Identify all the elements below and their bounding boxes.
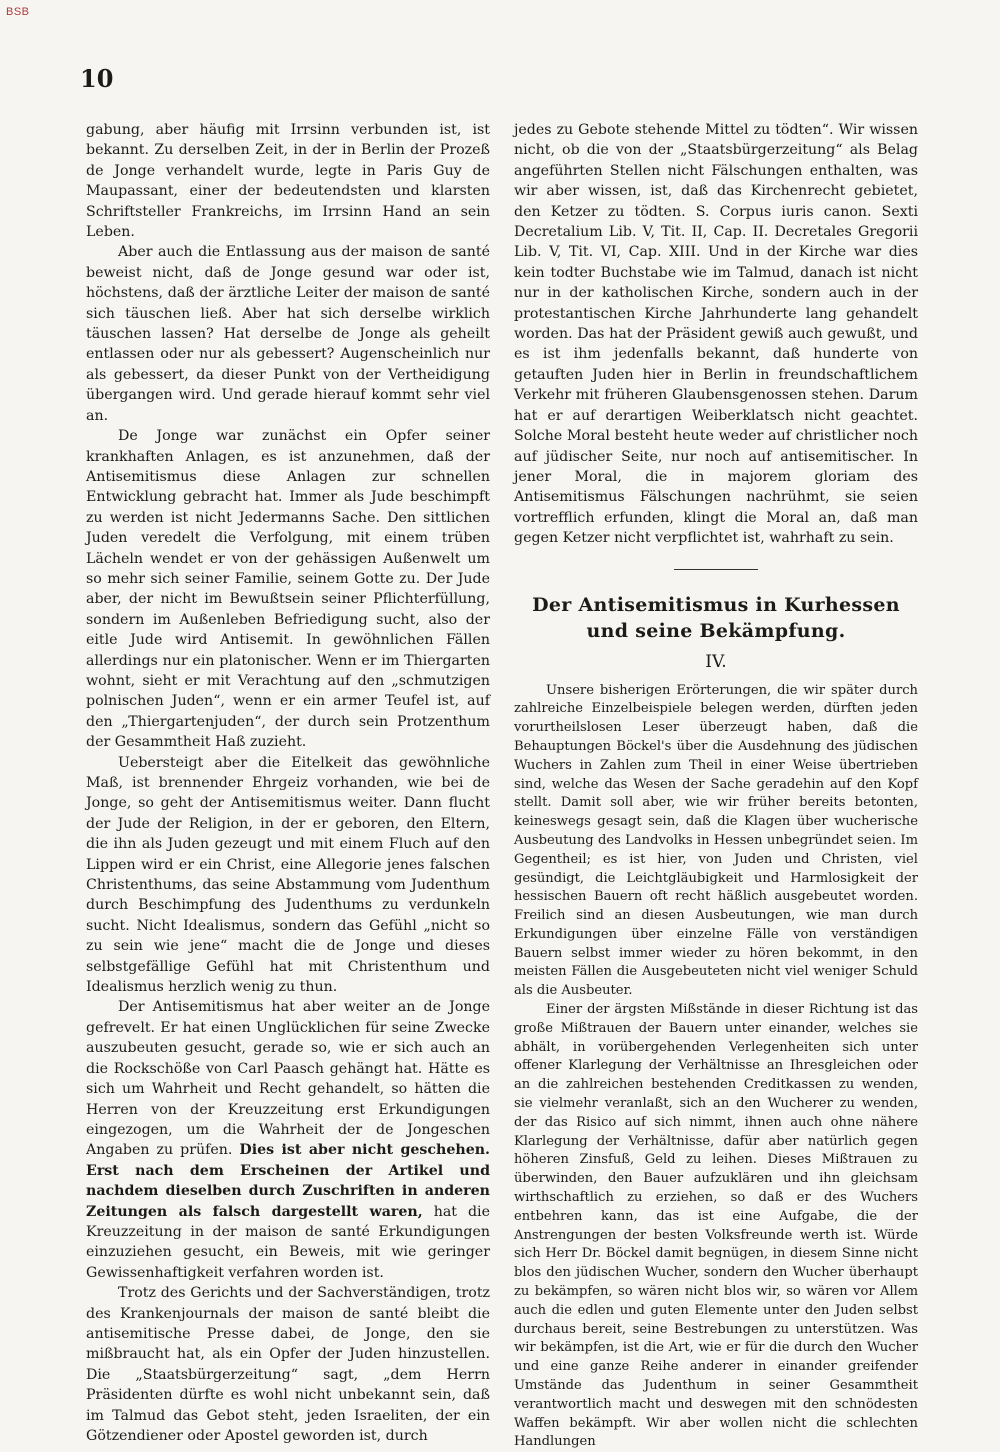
left-paragraph-1: gabung, aber häufig mit Irrsinn verbunden ist, ist bekannt. Zu derselben Zeit, in der in Berlin der Prozeß de Jonge verhandelt wurde, legte in Paris Guy de Maupassant, einer der bedeutendsten und klarsten Schriftsteller Frankreichs, im Irrsinn Hand an sein Leben. <box>86 122 490 241</box>
left-paragraph-3: De Jonge war zunächst ein Opfer seiner krankhaften Anlagen, es ist anzunehmen, daß der Antisemitismus diese Anlagen zur schnellen Entwicklung gebracht hat. Immer als Jude beschimpft zu werden ist nicht Jedermanns Sache. Den sittlichen Juden veredelt die Verfolgung, mit einem trüben Lächeln wendet er von der gehässigen Außenwelt um so mehr sich seiner Familie, seinem Gotte zu. Der Jude aber, der nicht im Bewußtsein seiner Pflichterfüllung, sondern im Außenleben Befriedigung sucht, also der eitle Jude wird Antisemit. In gewöhnlichen Fällen allerdings nur ein platonischer. Wenn er im Thiergarten wohnt, sieht er mit Verachtung auf den „schmutzigen polnischen Juden“, wenn er ein armer Teufel ist, auf den „Thiergartenjuden“, der durch sein Protzenthum der Gesammtheit Haß zuzieht. <box>86 428 490 751</box>
article-part-number: IV. <box>705 651 727 672</box>
left-paragraph-5-start: Der Antisemitismus hat aber weiter an de Jonge gefrevelt. Er hat einen Unglücklichen für seine Zwecke auszubeuten gesucht, gerade so, wie er sich auch an die Rockschöße von Carl Paasch gehängt hat. Hätte es sich um Wahrheit und Recht gehandelt, so hätten die Herren von der Kreuzzeitung erst Erkundigungen eingezogen, um die Wahrheit der de Jongeschen Angaben zu prüfen. <box>86 999 490 1159</box>
left-column <box>86 120 490 1446</box>
right-paragraph-2: Unsere bisherigen Erörterungen, die wir später durch zahlreiche Einzelbeispiele belegen werden, dürften jeden vorurtheilslosen Leser überzeugt haben, daß die Behauptungen Böckel's über die Ausdehnung des jüdischen Wuchers in Zahlen zum Theil in einer Weise übertrieben sind, welche das Wesen der Sache geradehin auf den Kopf stellt. Damit soll aber, wie wir früher bereits betonten, keineswegs gesagt sein, daß die Klagen über wucherische Ausbeutung des Landvolks in Hessen unbegründet seien. Im Gegentheil; es ist hier, von Juden und Christen, viel gesündigt, die Leichtgläubigkeit und Harmlosigkeit der hessischen Bauern oft recht häßlich ausgebeutet worden. Freilich sind an diesen Ausbeutungen, wie man durch Erkundigungen über einzelne Fälle von verständigen Bauern selbst immer wieder zu hören bekommt, in den meisten Fällen die Ausgebeuteten nicht viel weniger Schuld als die Ausbeuter. <box>514 682 918 999</box>
right-paragraph-1: jedes zu Gebote stehende Mittel zu tödten“. Wir wissen nicht, ob die von der „Staatsbürgerzeitung“ als Belag angeführten Stellen nicht Fälschungen enthalten, was wir aber wissen, ist, daß das Kirchenrecht gebietet, den Ketzer zu tödten. S. Corpus iuris canon. Sexti Decretalium Lib. V, Tit. II, Cap. II. Decretales Gregorii Lib. V, Tit. VI, Cap. XIII. Und in der Kirche war dies kein todter Buchstabe wie im Talmud, danach ist nicht nur in der katholischen Kirche, sondern auch in der protestantischen Kirche Jahrhunderte lang gehandelt worden. Das hat der Präsident gewiß auch gewußt, und es ist ihm jedenfalls bekannt, daß hunderte von getauften Juden hier in Berlin in freundschaftlichem Verkehr mit früheren Glaubensgenossen stehen. Darum hat er auf derartigen Weiberklatsch nicht geachtet. Solche Moral besteht heute weder auf christlicher noch auf jüdischer Seite, nur noch auf antisemitischer. In jener Moral, die in majorem gloriam des Antisemitismus Fälschungen nachrühmt, sie seien vortrefflich erfunden, klingt die Moral an, daß man gegen Ketzer nicht verpflichtet ist, wahrhaft zu sein. <box>514 122 918 547</box>
left-paragraph-2: Aber auch die Entlassung aus der maison de santé beweist nicht, daß de Jonge gesund war oder ist, höchstens, daß der ärztliche Leiter der maison de santé sich täuschen ließ. Aber hat sich derselbe wirklich täuschen lassen? Hat derselbe de Jonge als geheilt entlassen oder nur als gebessert? Augenscheinlich nur als gebessert, da dieser Punkt von der Vertheidigung übergangen wird. Und gerade hierauf kommt sehr viel an. <box>86 244 490 424</box>
left-paragraph-6: Trotz des Gerichts und der Sachverständigen, trotz des Krankenjournals der maison de santé bleibt die antisemitische Presse dabei, de Jonge, den sie mißbraucht hat, als ein Opfer der Juden hinzustellen. Die „Staatsbürgerzeitung“ sagt, „dem Herrn Präsidenten dürfte es wohl nicht unbekannt sein, daß im Talmud das Gebot steht, jeden Israeliten, der ein Götzendiener oder Apostel geworden ist, durch <box>86 1285 490 1444</box>
left-paragraph-5-emphasis: Dies ist aber nicht geschehen. Erst nach dem Erscheinen der Artikel und nachdem dieselben durch Zuschriften in anderen Zeitungen als falsch dargestellt waren, <box>86 1142 490 1220</box>
left-paragraph-5 <box>86 997 490 1283</box>
left-paragraph-5-end: hat die Kreuzzeitung in der maison de santé Erkundigungen einzuziehen gesucht, ein Beweis, mit wie geringer Gewissenhaftigkeit verfahren worden ist. <box>86 1203 490 1281</box>
page-number: 10 <box>80 64 114 93</box>
article-title: Der Antisemitismus in Kurhessen und seine Bekämpfung. <box>532 593 900 642</box>
right-paragraph-3: Einer der ärgsten Mißstände in dieser Richtung ist das große Mißtrauen der Bauern unter einander, welches sie abhält, in vorübergehenden Verlegenheiten sich unter offener Klarlegung der Verhältnisse an Ihresgleichen oder an die zahlreichen bestehenden Creditkassen zu wenden, sie vielmehr veranlaßt, sich an den Wucherer zu wenden, der das Risico auf sich nimmt, ihnen auch ohne nähere Klarlegung der Verhältnisse, dafür aber natürlich gegen höheren Zinsfuß, Geld zu leihen. Dieses Mißtrauen zu überwinden, den Bauer aufzuklären und ihn gleichsam wirthschaftlich zu erziehen, so daß er des Wuchers entbehren kann, das ist eine Aufgabe, die der Anstrengungen der besten Volksfreunde werth ist. Würde sich Herr Dr. Böckel damit begnügen, in diesem Sinne nicht blos den jüdischen Wucher, sondern den Wucher überhaupt zu bekämpfen, so wären nicht blos wir, so wären vor Allem auch die edlen und guten Elemente unter den Juden selbst durchaus bereit, seine Bestrebungen zu unterstützen. Was wir bekämpfen, ist die Art, wie er für die durch den Wucher und eine ganze Reihe anderer in einander greifender Umstände das Judenthum in seiner Gesammtheit verantwortlich macht und deswegen mit den schnödesten Waffen bekämpft. Wir aber wollen nicht die schlechten Handlungen <box>514 1002 918 1450</box>
right-column <box>514 120 918 1452</box>
left-paragraph-4: Uebersteigt aber die Eitelkeit das gewöhnliche Maß, ist brennender Ehrgeiz vorhanden, wie bei de Jonge, so geht der Antisemitismus weiter. Dann flucht der Jude der Religion, in der er geboren, den Eltern, die ihn als Juden gezeugt und mit einem Fluch auf den Lippen wird er ein Christ, eine Allegorie jenes falschen Christenthums, das seine Abstammung vom Judenthum durch Beschimpfung des Judenthums zu verdunkeln sucht. Nicht Idealismus, sondern das Gefühl „nicht so zu sein wie jene“ macht die de Jonge und dieses selbstgefällige Gefühl hat mit Christenthum und Idealismus herzlich wenig zu thun. <box>86 754 490 996</box>
section-divider <box>674 569 758 570</box>
library-watermark: BSB <box>6 6 30 18</box>
